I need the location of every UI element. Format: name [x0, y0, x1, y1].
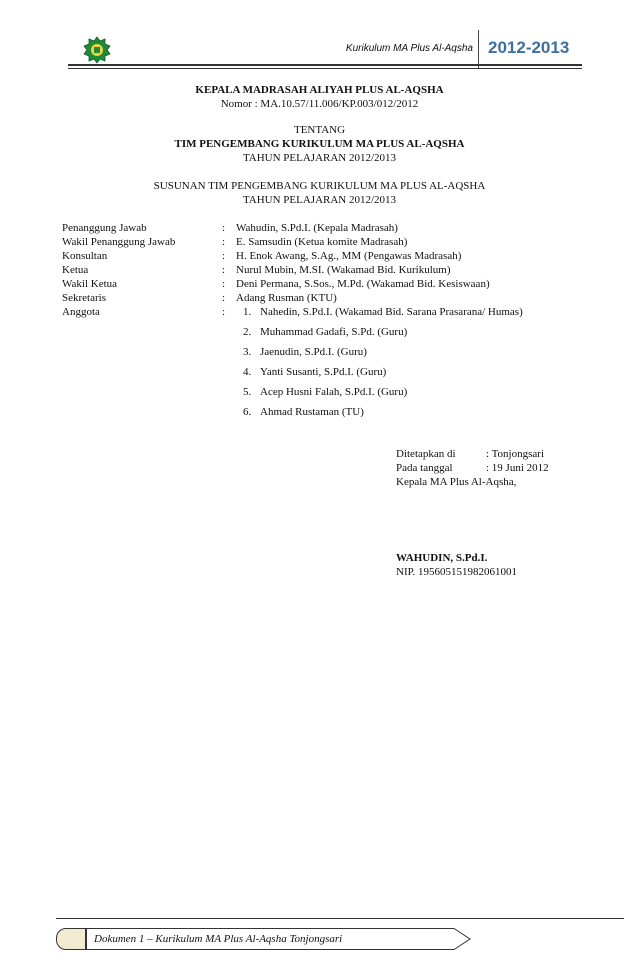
doc-subject: TIM PENGEMBANG KURIKULUM MA PLUS AL-AQSHA: [174, 138, 465, 150]
doc-tentang: TENTANG: [293, 124, 346, 136]
member-number: 3.: [243, 346, 252, 358]
member-name: Acep Husni Falah, S.Pd.I. (Guru): [260, 386, 408, 398]
signatory-name: WAHUDIN, S.Pd.I.: [396, 552, 488, 564]
date-value: : 19 Juni 2012: [486, 462, 549, 474]
member-number: 2.: [243, 326, 252, 338]
role-label: Sekretaris: [62, 292, 106, 304]
member-number: 5.: [243, 386, 252, 398]
role-value: Adang Rusman (KTU): [236, 292, 337, 304]
signatory-position: Kepala MA Plus Al-Aqsha,: [396, 476, 517, 488]
role-colon: :: [222, 306, 226, 318]
role-colon: :: [222, 264, 226, 276]
footer-rule: [56, 918, 624, 919]
doc-heading: KEPALA MADRASAH ALIYAH PLUS AL-AQSHA: [195, 84, 444, 96]
place-value: : Tonjongsari: [486, 448, 544, 460]
header-rule-thin: [68, 68, 582, 69]
role-value: Deni Permana, S.Sos., M.Pd. (Wakamad Bid. Kesiswaan): [236, 278, 490, 290]
role-label: Ketua: [62, 264, 89, 276]
role-value: Nurul Mubin, M.SI. (Wakamad Bid. Kurikulum): [236, 264, 451, 276]
header-title: Kurikulum MA Plus Al-Aqsha: [345, 43, 473, 54]
header-rule: [68, 64, 582, 66]
signatory-nip: NIP. 195605151982061001: [396, 566, 518, 578]
role-label: Penanggung Jawab: [62, 222, 147, 234]
member-name: Muhammad Gadafi, S.Pd. (Guru): [260, 326, 408, 338]
member-name: Jaenudin, S.Pd.I. (Guru): [260, 346, 367, 358]
header-divider: [478, 30, 479, 68]
date-label: Pada tanggal: [396, 462, 453, 474]
doc-number: Nomor : MA.10.57/11.006/KP.003/012/2012: [220, 98, 419, 110]
member-name: Ahmad Rustaman (TU): [260, 406, 364, 418]
role-label: Anggota: [62, 306, 100, 318]
footer-tab: [56, 928, 86, 950]
role-colon: :: [222, 292, 226, 304]
team-heading: SUSUNAN TIM PENGEMBANG KURIKULUM MA PLUS AL-AQSHA: [153, 180, 486, 192]
role-value: Wahudin, S.Pd.I. (Kepala Madrasah): [236, 222, 398, 234]
role-label: Wakil Ketua: [62, 278, 118, 290]
role-value: H. Enok Awang, S.Ag., MM (Pengawas Madrasah): [236, 250, 462, 262]
member-name: Yanti Susanti, S.Pd.I. (Guru): [260, 366, 387, 378]
member-number: 1.: [243, 306, 252, 318]
role-value: E. Samsudin (Ketua komite Madrasah): [236, 236, 408, 248]
role-colon: :: [222, 250, 226, 262]
footer-text: Dokumen 1 – Kurikulum MA Plus Al-Aqsha Tonjongsari: [94, 933, 343, 945]
member-name: Nahedin, S.Pd.I. (Wakamad Bid. Sarana Prasarana/ Humas): [260, 306, 523, 318]
place-label: Ditetapkan di: [396, 448, 456, 460]
madrasah-emblem-icon: [82, 36, 112, 64]
role-colon: :: [222, 278, 226, 290]
role-colon: :: [222, 236, 226, 248]
role-label: Wakil Penanggung Jawab: [62, 236, 176, 248]
doc-year: TAHUN PELAJARAN 2012/2013: [242, 152, 397, 164]
role-label: Konsultan: [62, 250, 108, 262]
role-colon: :: [222, 222, 226, 234]
member-number: 6.: [243, 406, 252, 418]
header-year: 2012-2013: [488, 38, 570, 57]
member-number: 4.: [243, 366, 252, 378]
team-year: TAHUN PELAJARAN 2012/2013: [242, 194, 397, 206]
